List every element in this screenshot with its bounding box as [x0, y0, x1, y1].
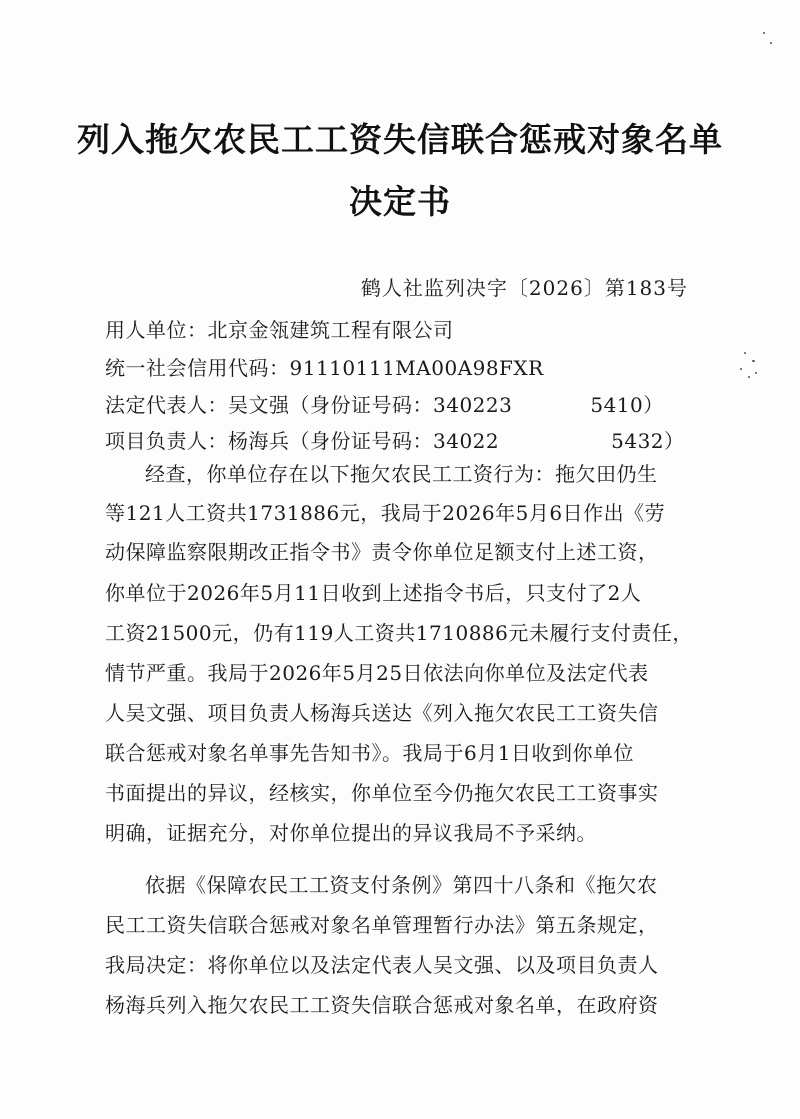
- project-lead-line: [105, 425, 685, 454]
- body-line: 我局决定：将你单位以及法定代表人吴文强、以及项目负责人: [105, 953, 659, 977]
- project-lead-id-tail: 5432）: [611, 429, 685, 453]
- body-line: 民工工资失信联合惩戒对象名单管理暂行办法》第五条规定，: [105, 913, 659, 937]
- body-line: 你单位于2026年5月11日收到上述指令书后，只支付了2人: [105, 581, 642, 605]
- document-number: 鹤人社监列决字〔2026〕第183号: [360, 276, 688, 300]
- legal-representative-text: 法定代表人：吴文强（身份证号码：340223: [105, 393, 513, 417]
- body-line: 书面提出的异议，经核实，你单位至今仍拖欠农民工工资事实: [105, 781, 659, 805]
- document-title-line-1: 列入拖欠农民工工资失信联合惩戒对象名单: [77, 120, 723, 159]
- scan-speck: [755, 372, 757, 374]
- document-title-line-2: 决定书: [349, 182, 451, 221]
- credit-code-line: 统一社会信用代码：91110111MA00A98FXR: [105, 356, 544, 380]
- legal-representative-id-tail: 5410）: [590, 393, 664, 417]
- body-line: 情节严重。我局于2026年5月25日依法向你单位及法定代表: [105, 661, 649, 685]
- body-line: 经查，你单位存在以下拖欠农民工工资行为：拖欠田仍生: [145, 462, 658, 486]
- legal-representative-line: [105, 389, 664, 418]
- body-line: 杨海兵列入拖欠农民工工资失信联合惩戒对象名单，在政府资: [105, 993, 659, 1017]
- scan-speck: [740, 368, 742, 370]
- body-line: 等121人工资共1731886元，我局于2026年5月6日作出《劳: [105, 501, 666, 525]
- scan-speck: [744, 352, 746, 354]
- scan-speck: [763, 32, 765, 34]
- body-line: 人吴文强、项目负责人杨海兵送达《列入拖欠农民工工资失信: [105, 701, 659, 725]
- scan-speck: [748, 376, 750, 378]
- redacted-id-segment: [499, 429, 611, 453]
- body-line: 联合惩戒对象名单事先告知书》。我局于6月1日收到你单位: [105, 741, 634, 765]
- project-lead-text: 项目负责人：杨海兵（身份证号码：34022: [105, 429, 500, 453]
- body-line: 明确，证据充分，对你单位提出的异议我局不予采纳。: [105, 821, 597, 845]
- redacted-id-segment: [512, 393, 590, 417]
- body-line: 依据《保障农民工工资支付条例》第四十八条和《拖欠农: [145, 873, 658, 897]
- scan-speck: [752, 360, 755, 362]
- employer-line: 用人单位：北京金瓴建筑工程有限公司: [105, 318, 454, 342]
- scan-speck: [770, 42, 772, 44]
- body-line: 动保障监察限期改正指令书》责令你单位足额支付上述工资，: [105, 540, 659, 564]
- body-line: 工资21500元，仍有119人工资共1710886元未履行支付责任，: [105, 621, 693, 645]
